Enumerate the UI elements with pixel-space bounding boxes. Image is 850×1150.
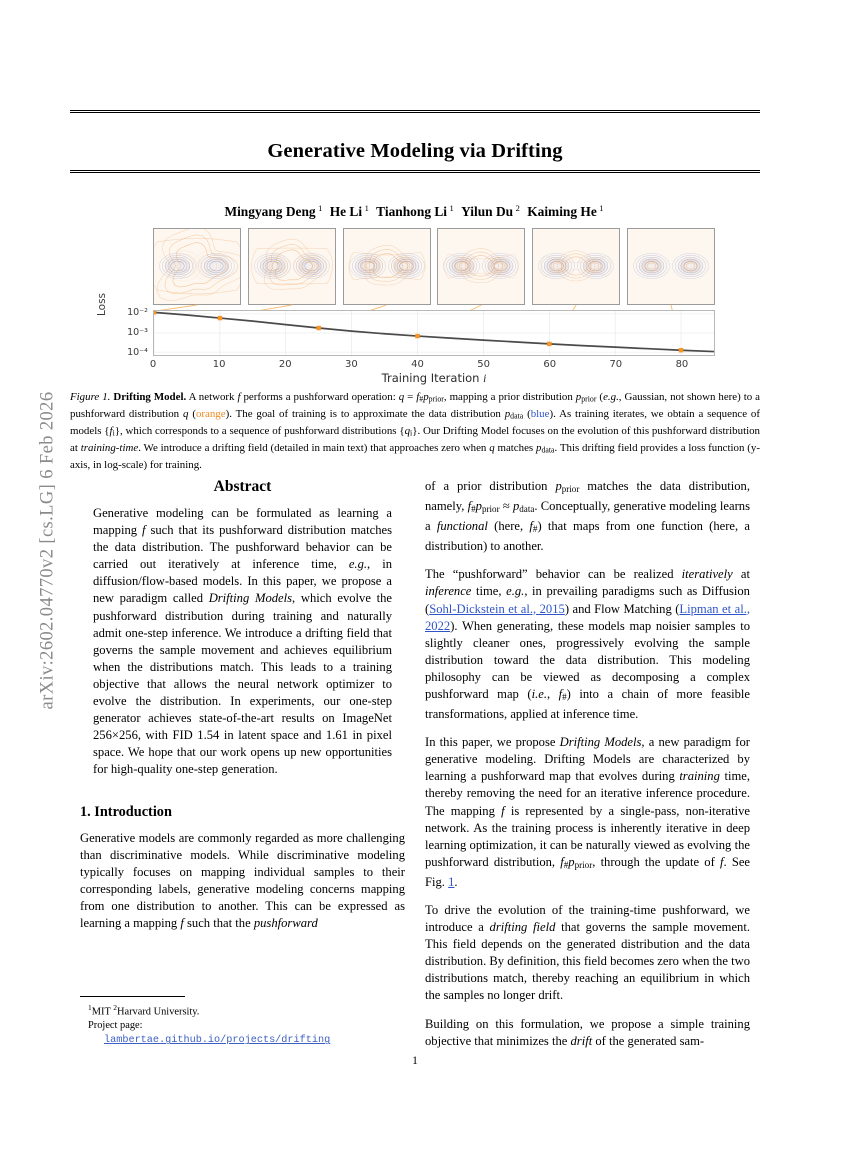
affil-2-text: Harvard University. [116,1006,200,1018]
distribution-panel [627,228,715,305]
chart-x-tick-label: 80 [675,359,689,370]
chart-y-tick-label: 10⁻⁴ [127,347,148,358]
abstract-body: Generative modeling can be formulated as learning a mapping f such that its pushforward distribution matches the data distribution. The pushforward behavior can be carried out iteratively at inference time, e.g., in diffusion/flow-based models. In this paper, we propose a new paradigm called Drifting Models, which evolve the pushforward distribution during training and naturally admit one-step inference. We introduce a drifting field that governs the sample movement and achieves equilibrium when the distributions match. This leads to a training objective that allows the neural network optimizer to evolve the distribution. In experiments, our one-step generator achieves state-of-the-art results on ImageNet 256×256, with FID 1.54 in latent space and 1.61 in pixel space. We hope that our work opens up new opportunities for high-quality one-step generation. [93,506,393,777]
footnote-affiliations [88,1001,405,1019]
right-paragraph-5: Building on this formulation, we propose a simple training objective that minimizes the drift of the generated sam- [425,1016,750,1048]
author-list [70,203,760,220]
chart-x-axis-label [153,371,715,385]
footnote-block [80,996,405,1046]
figure-reference-link[interactable]: 1 [448,874,455,889]
chart-x-tick-label: 0 [149,359,157,370]
chart-x-tick-label: 20 [278,359,292,370]
affil-1-text: MIT [91,1006,114,1018]
chart-x-tick-label: 50 [477,359,490,370]
author-name: He Li [329,204,363,220]
right-paragraph-1: of a prior distribution $p_{prior}$ matches the data distribution, namely, $f_{\#}p_{prior} \approx p_{data}$. Conceptually, generative modeling learns a functional (here, $f_{\#}$) that maps from one function (here, a distribution) to another. [425,479,751,554]
author-affil-mark: 1 [364,203,369,213]
chart-y-tick-label: 10⁻³ [127,327,148,338]
chart-y-axis-label: Loss [96,292,108,316]
author-affil-mark: 1 [318,203,323,213]
author-name: Kaiming He [527,204,597,220]
distribution-panel [153,228,241,305]
figure-caption: Figure 1. Drifting Model. A network f performs a pushforward operation: $q = f_{\#}p_{prior}$, mapping a prior distribution $p_{prior}$ (e.g., Gaussian, not shown here) to a pushforward distribution q (orange). The goal of training is to approximate the data distribution $p_{data}$ (blue). As training iterates, we obtain a sequence of models $\{f_i\}$, which corresponds to a sequence of pushforward distributions $\{q_i\}$. Our Drifting Model focuses on the evolution of this pushforward distribution at training-time. We introduce a drifting field (detailed in main text) that approaches zero when q matches $p_{data}$. This drifting field provides a loss function (y-axis, in log-scale) for training. [70,391,761,471]
italic-iteratively: iteratively [681,567,733,582]
affil-mark-2: 2 [113,1003,117,1012]
left-column [80,478,405,943]
chart-x-tick-label: 70 [609,359,623,370]
author-name: Tianhong Li [376,204,448,220]
footnote-rule [80,996,185,997]
project-page-link[interactable]: lambertae.github.io/projects/drifting [104,1035,331,1047]
distribution-panel [343,228,431,305]
citation-sohl-dickstein[interactable]: Sohl-Dickstein et al., 2015 [429,601,565,616]
chart-x-tick-label: 10 [212,359,226,370]
figure-bold-lead: Drifting Model. [113,391,187,403]
author-name: Yilun Du [461,204,514,220]
paper-page [70,0,760,1150]
footnote-project-page-label: Project page: [88,1020,143,1032]
right-paragraph-4: To drive the evolution of the training-time pushforward, we introduce a drifting field that governs the sample movement. This field depends on the generated distribution and the data distribution. By definition, this field becomes zero when the two distributions match, thereby reaching an equilibrium in which the samples no longer drift. [425,902,750,1003]
section-heading-introduction: 1. Introduction [80,803,172,820]
caption-blue-word: blue [530,407,550,420]
chart-x-tick-label: 30 [344,359,358,370]
figure-label: Figure 1. [70,391,111,403]
distribution-panel [248,228,336,305]
chart-y-tick-label: 10⁻² [127,307,148,318]
caption-orange-word: orange [195,407,226,420]
author-affil-mark: 2 [515,203,520,213]
x-axis-label-text: Training Iteration i [381,371,487,385]
author-affil-mark: 1 [599,203,604,213]
author-affil-mark: 1 [449,203,454,213]
page-number: 1 [412,1055,418,1067]
distribution-panel [532,228,620,305]
right-paragraph-2: The “pushforward” behavior can be realized iteratively at inference time, e.g., in prevailing paradigms such as Diffusion (Sohl-Dickstein et al., 2015) and Flow Matching (Lipman et al., 2022). When generating, these models map noisier samples to slightly cleaner ones, progressively evolving the sample distribution toward the data distribution. This modeling philosophy can be viewed as decomposing a complex pushforward map (i.e., $f_{\#}$) into a chain of more feasible transformations, applied at inference time. [425,567,750,722]
intro-paragraph-1: Generative models are commonly regarded as more challenging than discriminative models. While discriminative modeling typically focuses on mapping individual samples to their corresponding labels, generative modeling concerns mapping from one distribution to another. This can be expressed as learning a mapping f such that the pushforward [80,830,405,930]
abstract-heading: Abstract [213,478,272,495]
title-rule-top [70,110,760,113]
figure-1 [80,228,752,385]
distribution-panel [437,228,525,305]
loss-curve-chart [153,310,715,356]
chart-x-tick-label: 60 [543,359,557,370]
chart-x-tick-label: 40 [411,359,424,370]
right-paragraph-3: In this paper, we propose Drifting Models, a new paradigm for generative modeling. Drifting Models are characterized by learning a pushforward map that evolves during training time, thereby removing the need for an iterative inference procedure. The mapping f is represented by a single-pass, non-iterative network. As the training process is inherently iterative in deep learning optimization, it can be naturally viewed as evolving the pushforward distribution, $f_{\#}p_{prior}$, through the update of f. See Fig. 1. [425,735,750,889]
affil-mark-1: 1 [88,1003,92,1012]
author-name: Mingyang Deng [224,204,316,220]
right-column [425,478,750,1061]
italic-inference: inference [425,584,472,599]
title-rule-bottom [70,170,760,173]
citation-lipman[interactable]: Lipman et al., 2022 [425,601,750,633]
caption-italic-training-time: training-time [80,441,139,454]
arxiv-stamp: arXiv:2602.04770v2 [cs.LG] 6 Feb 2026 [37,391,58,710]
page-title: Generative Modeling via Drifting [267,139,563,162]
distribution-panel-strip [153,228,715,305]
